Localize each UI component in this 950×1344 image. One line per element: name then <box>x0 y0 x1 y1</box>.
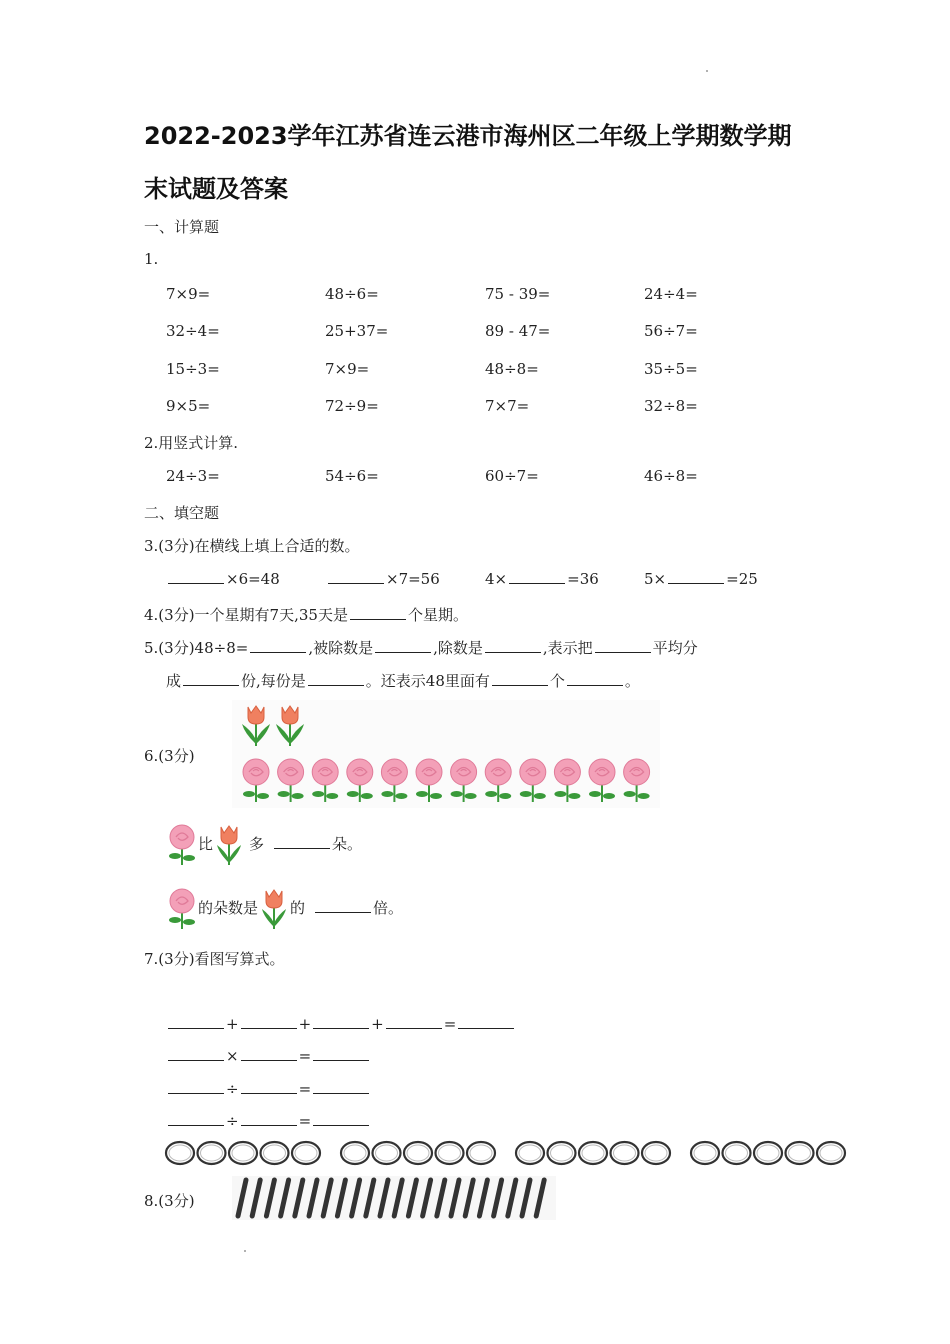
q3-item: ×6=48 <box>166 569 280 588</box>
rose-icon <box>589 759 615 802</box>
q7-division-line: ÷ = <box>166 1111 371 1130</box>
q1-item: 75 - 39= <box>485 285 551 303</box>
circle-shape <box>754 1142 782 1164</box>
answer-blank[interactable] <box>168 1111 224 1126</box>
q1-item: 24÷4= <box>644 285 698 303</box>
question-7-label: 7.(3分)看图写算式。 <box>144 950 285 968</box>
tulip-row <box>236 702 316 752</box>
rose-icon <box>451 759 477 802</box>
page-mark <box>244 1250 246 1252</box>
circle-shape <box>611 1142 639 1164</box>
circle-shape <box>786 1142 814 1164</box>
q1-item: 32÷4= <box>166 322 220 340</box>
q3-item: 4× =36 <box>485 570 599 588</box>
rose-icon <box>278 759 304 802</box>
section-heading-calc: 一、计算题 <box>144 218 220 236</box>
circle-shape <box>404 1142 432 1164</box>
circle-group <box>166 1142 320 1164</box>
answer-blank[interactable] <box>375 638 431 653</box>
answer-blank[interactable] <box>183 671 239 686</box>
answer-blank[interactable] <box>509 569 565 584</box>
rose-icon <box>381 759 407 802</box>
circle-shape <box>691 1142 719 1164</box>
doc-title-line1: 2022-2023学年江苏省连云港市海州区二年级上学期数学期 <box>144 122 792 150</box>
q2-item: 46÷8= <box>644 467 698 485</box>
answer-blank[interactable] <box>168 1079 224 1094</box>
circle-shape <box>166 1142 194 1164</box>
q1-item: 56÷7= <box>644 322 698 340</box>
answer-blank[interactable] <box>350 605 406 620</box>
rose-icon <box>485 759 511 802</box>
answer-blank[interactable] <box>168 1046 224 1061</box>
circle-group <box>516 1142 670 1164</box>
circle-shape <box>198 1142 226 1164</box>
q6-line1: 比 多 朵。 <box>166 822 362 867</box>
tulip-icon <box>276 706 304 746</box>
rose-icon <box>312 759 338 802</box>
answer-blank[interactable] <box>241 1046 297 1061</box>
q7-multiplication-line: × = <box>166 1046 371 1065</box>
q1-item: 48÷6= <box>325 285 379 303</box>
answer-blank[interactable] <box>274 834 330 849</box>
circle-groups-svg <box>164 1138 848 1168</box>
answer-blank[interactable] <box>241 1079 297 1094</box>
answer-blank[interactable] <box>241 1014 297 1029</box>
rose-icon <box>166 887 198 931</box>
q3-item: 5× =25 <box>644 570 758 588</box>
answer-blank[interactable] <box>668 569 724 584</box>
question-2-label: 2.用竖式计算. <box>144 434 239 452</box>
answer-blank[interactable] <box>328 569 384 584</box>
answer-blank[interactable] <box>308 671 364 686</box>
question-3-label: 3.(3分)在横线上填上合适的数。 <box>144 537 360 555</box>
circle-shape <box>642 1142 670 1164</box>
q1-item: 9×5= <box>166 397 211 415</box>
tulip-icon <box>213 823 245 867</box>
q2-item: 24÷3= <box>166 467 220 485</box>
rose-icon <box>624 759 650 802</box>
q2-item: 54÷6= <box>325 467 379 485</box>
rose-icon <box>347 759 373 802</box>
rose-icon <box>416 759 442 802</box>
circle-shape <box>292 1142 320 1164</box>
question-5-line1: 5.(3分)48÷8= ,被除数是 ,除数是 ,表示把 平均分 <box>144 639 698 657</box>
q1-item: 7×7= <box>485 397 530 415</box>
circle-shape <box>261 1142 289 1164</box>
rose-icon <box>520 759 546 802</box>
circle-shape <box>373 1142 401 1164</box>
q6-line2: 的朵数是 的 倍。 <box>166 886 403 931</box>
q1-item: 7×9= <box>166 285 211 303</box>
answer-blank[interactable] <box>313 1046 369 1061</box>
doc-title-line2: 末试题及答案 <box>144 175 288 203</box>
answer-blank[interactable] <box>386 1014 442 1029</box>
q1-item: 48÷8= <box>485 360 539 378</box>
answer-blank[interactable] <box>313 1111 369 1126</box>
q1-item: 7×9= <box>325 360 370 378</box>
circle-group <box>341 1142 495 1164</box>
rose-icon <box>166 823 198 867</box>
answer-blank[interactable] <box>313 1014 369 1029</box>
answer-blank[interactable] <box>168 569 224 584</box>
answer-blank[interactable] <box>168 1014 224 1029</box>
answer-blank[interactable] <box>485 638 541 653</box>
answer-blank[interactable] <box>250 638 306 653</box>
rose-group <box>236 756 660 806</box>
q3-item: ×7=56 <box>326 569 440 588</box>
circle-shape <box>723 1142 751 1164</box>
q7-addition-line: + + + = <box>166 1014 516 1033</box>
circle-shape <box>579 1142 607 1164</box>
q1-item: 32÷8= <box>644 397 698 415</box>
answer-blank[interactable] <box>492 671 548 686</box>
circle-shape <box>229 1142 257 1164</box>
circle-shape <box>516 1142 544 1164</box>
circle-shape <box>548 1142 576 1164</box>
answer-blank[interactable] <box>567 671 623 686</box>
question-4: 4.(3分)一个星期有7天,35天是 个星期。 <box>144 606 468 624</box>
tulip-icon <box>258 887 290 931</box>
tulip-icon <box>242 706 270 746</box>
circle-shape <box>467 1142 495 1164</box>
circle-group <box>691 1142 845 1164</box>
q1-item: 72÷9= <box>325 397 379 415</box>
rose-row <box>236 756 660 810</box>
question-6-label: 6.(3分) <box>144 747 195 765</box>
question-1-label: 1. <box>144 250 159 268</box>
answer-blank[interactable] <box>315 898 371 913</box>
answer-blank[interactable] <box>313 1079 369 1094</box>
q1-item: 15÷3= <box>166 360 220 378</box>
circle-shape <box>817 1142 845 1164</box>
q7-circle-groups <box>164 1138 848 1172</box>
rose-icon <box>554 759 580 802</box>
question-8-label: 8.(3分) <box>144 1192 195 1210</box>
q2-item: 60÷7= <box>485 467 539 485</box>
q1-item: 25+37= <box>325 322 389 340</box>
question-5-line2: 成 份,每份是 。还表示48里面有 个 。 <box>166 672 640 690</box>
q1-item: 35÷5= <box>644 360 698 378</box>
q7-division-line: ÷ = <box>166 1079 371 1098</box>
q1-item: 89 - 47= <box>485 322 551 340</box>
page-mark <box>706 70 708 72</box>
answer-blank[interactable] <box>458 1014 514 1029</box>
q8-sticks-picture <box>232 1176 556 1220</box>
tulip-group <box>236 702 316 748</box>
answer-blank[interactable] <box>241 1111 297 1126</box>
circle-shape <box>436 1142 464 1164</box>
section-heading-fill: 二、填空题 <box>144 504 220 522</box>
answer-blank[interactable] <box>595 638 651 653</box>
circle-shape <box>341 1142 369 1164</box>
rose-icon <box>243 759 269 802</box>
